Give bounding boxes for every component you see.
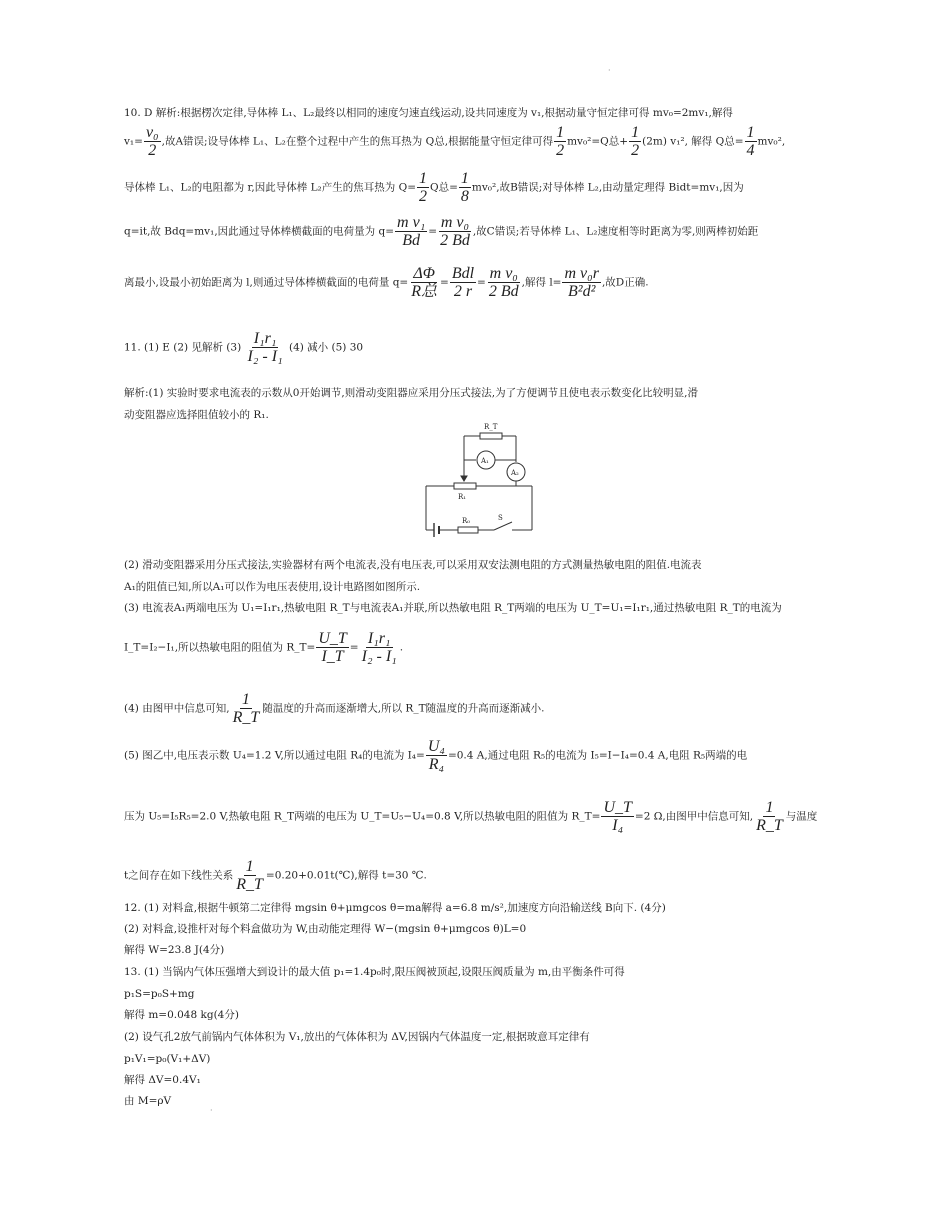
resistor-r1 [454, 483, 476, 489]
q11-p5-line2: 压为 U₅=I₅R₅=2.0 V,热敏电阻 R_T两端的电压为 U_T=U₅−U₄=0.8 V,所以热敏电阻的阻值为 R_T= $\frac{U\_T}{\text{I₄}}$ =2 Ω,由图甲中信息可知, $\frac{1}{R\_T}$ 与温度 [124, 799, 818, 834]
fraction: $\frac{\text{m v₀r}}{\text{B²d²}}$ [564, 265, 599, 300]
q13-line2: p₁S=p₀S+mg [124, 988, 195, 1000]
q11-p4: (4) 由图甲中信息可知, $\frac{1}{R\_T}$ 随温度的升高而逐渐增大,所以 R_T随温度的升高而逐渐减小. [124, 691, 545, 726]
q12-line3: 解得 W=23.8 J(4分) [124, 944, 225, 956]
fraction: $\frac{\text{m v₀}}{2 Bd}$ [488, 265, 519, 300]
q10-line1: 10. D 解析:根据楞次定律,导体棒 L₁、L₂最终以相同的速度匀速直线运动,设共同速度为 v₁,根据动量守恒定律可得 mv₀=2mv₁,解得 [124, 107, 733, 119]
q11-p3-line1: (3) 电流表A₁两端电压为 U₁=I₁r₁,热敏电阻 R_T与电流表A₁并联,所以热敏电阻 R_T两端的电压为 U_T=U₁=I₁r₁,通过热敏电阻 R_T的电流为 [124, 602, 782, 614]
q13-line7: 由 M=ρV [124, 1095, 172, 1107]
switch-s [494, 522, 512, 530]
label-s: S [498, 514, 503, 522]
label-r1: R₁ [458, 493, 467, 501]
fraction: $\frac{\text{I₁r₁}}{\text{I₂ - I₁}}$ [247, 330, 283, 365]
fraction: $\frac{\text{m v₁}}{Bd}$ [397, 214, 426, 249]
label-a1: A₁ [481, 457, 489, 465]
q10-line3: 导体棒 L₁、L₂的电阻都为 r,因此导体棒 L₂产生的焦耳热为 Q= $\frac{1}{2}$ Q总= $\frac{1}{8}$ mv₀²,故B错误;对导体棒 L₂,由动量定理得 Bidt=mv₁,因为 [124, 170, 744, 205]
page-mark-top: · [608, 66, 611, 75]
circuit-diagram [420, 418, 538, 540]
fraction: $\frac{\Delta\Phi}{\text{R总}}$ [411, 265, 438, 300]
label-a2: A₂ [511, 469, 519, 477]
q11-p1-line1: 解析:(1) 实验时要求电流表的示数从0开始调节,则滑动变阻器应采用分压式接法,为了方便调节且使电表示数变化比较明显,滑 [124, 387, 698, 399]
q13-line5: p₁V₁=p₀(V₁+ΔV) [124, 1053, 211, 1065]
fraction: $\frac{\text{Bdl}}{2 r}$ [451, 265, 475, 300]
q13-line1: 13. (1) 当锅内气体压强增大到设计的最大值 p₁=1.4p₀时,限压阀被顶起,设限压阀质量为 m,由平衡条件可得 [124, 966, 625, 978]
fraction: $\frac{1}{2}$ [631, 124, 640, 159]
fraction: $\frac{U\_T}{I\_T}$ [318, 630, 347, 665]
q11-p3-line2: I_T=I₂−I₁,所以热敏电阻的阻值为 R_T= $\frac{U\_T}{I\_T}$ = $\frac{\text{I₁r₁}}{\text{I₂ - I₁}}$ . [124, 630, 404, 665]
fraction: $\frac{1}{R\_T}$ [232, 691, 260, 726]
q10-line5: 离最小,设最小初始距离为 l,则通过导体棒横截面的电荷量 q= $\frac{\Delta\Phi}{\text{R总}}$ = $\frac{\text{Bdl}}{2 r}$ = $\frac{\text{m v₀}}{2 Bd}$ ,解得 l= $\frac{\text{m v₀r}}{\text{B²d²}}$ ,故D正确. [124, 265, 649, 300]
label-r0: R₀ [462, 517, 471, 525]
q11-p5-line1: (5) 图乙中,电压表示数 U₄=1.2 V,所以通过电阻 R₄的电流为 I₄= $\frac{\text{U₄}}{\text{R₄}}$ =0.4 A,通过电阻 R₅的电流为 I₅=I−I₄=0.4 A,电阻 R₅两端的电 [124, 738, 748, 773]
page-mark-bottom: · [210, 1106, 213, 1115]
fraction: $\frac{1}{R\_T}$ [236, 858, 263, 893]
fraction: $\frac{\text{I₁r₁}}{\text{I₂ - I₁}}$ [361, 630, 397, 665]
q10-line2: v₁= $\frac{\text{v₀}}{2}$ ,故A错误;设导体棒 L₁、L₂在整个过程中产生的焦耳热为 Q总,根据能量守恒定律可得 $\frac{1}{2}$ mv₀²=Q总+ $\frac{1}{2}$ (2m) v₁², 解得 Q总= $\frac{1}{4}$ mv₀², [124, 124, 786, 159]
fraction: $\frac{1}{8}$ [460, 170, 469, 205]
fraction: $\frac{U\_T}{\text{I₄}}$ [603, 799, 632, 834]
q12-line2: (2) 对料盒,设推杆对每个料盒做功为 W,由动能定理得 W−(mgsin θ+μmgcos θ)L=0 [124, 923, 527, 935]
fraction: $\frac{1}{R\_T}$ [756, 799, 783, 834]
fraction: $\frac{1}{4}$ [746, 124, 755, 159]
q11-p5-line3: t之间存在如下线性关系 $\frac{1}{R\_T}$ =0.20+0.01t(℃),解得 t=30 ℃. [124, 858, 427, 893]
q13-line6: 解得 ΔV=0.4V₁ [124, 1074, 201, 1086]
q11-p2-line1: (2) 滑动变阻器采用分压式接法,实验器材有两个电流表,没有电压表,可以采用双安法测电阻的方式测量热敏电阻的阻值.电流表 [124, 559, 702, 571]
fraction: $\frac{1}{2}$ [419, 170, 428, 205]
fraction: $\frac{1}{2}$ [556, 124, 565, 159]
q11-answers: 11. (1) E (2) 见解析 (3) $\frac{\text{I₁r₁}}{\text{I₂ - I₁}}$ (4) 减小 (5) 30 [124, 330, 364, 365]
q11-p1-line2: 动变阻器应选择阻值较小的 R₁. [124, 409, 269, 421]
label-rt: R_T [484, 423, 498, 431]
resistor-rt [480, 433, 502, 439]
q13-line3: 解得 m=0.048 kg(4分) [124, 1009, 239, 1021]
fraction: $\frac{\text{U₄}}{\text{R₄}}$ [427, 738, 445, 773]
q13-line4: (2) 设气孔2放气前锅内气体体积为 V₁,放出的气体体积为 ΔV,因锅内气体温度一定,根据玻意耳定律有 [124, 1031, 590, 1043]
fraction: $\frac{\text{v₀}}{2}$ [145, 124, 159, 159]
resistor-r0 [458, 527, 478, 533]
q10-line4: q=it,故 Bdq=mv₁,因此通过导体棒横截面的电荷量为 q= $\frac{\text{m v₁}}{Bd}$ = $\frac{\text{m v₀}}{2 Bd}$ ,故C错误;若导体棒 L₁、L₂速度相等时距离为零,则两棒初始距 [124, 214, 759, 249]
fraction: $\frac{\text{m v₀}}{2 Bd}$ [440, 214, 470, 249]
q12-line1: 12. (1) 对料盒,根据牛顿第二定律得 mgsin θ+μmgcos θ=ma解得 a=6.8 m/s²,加速度方向沿输送线 B向下. (4分) [124, 902, 666, 914]
q11-p2-line2: A₁的阻值已知,所以A₁可以作为电压表使用,设计电路图如图所示. [124, 581, 421, 593]
